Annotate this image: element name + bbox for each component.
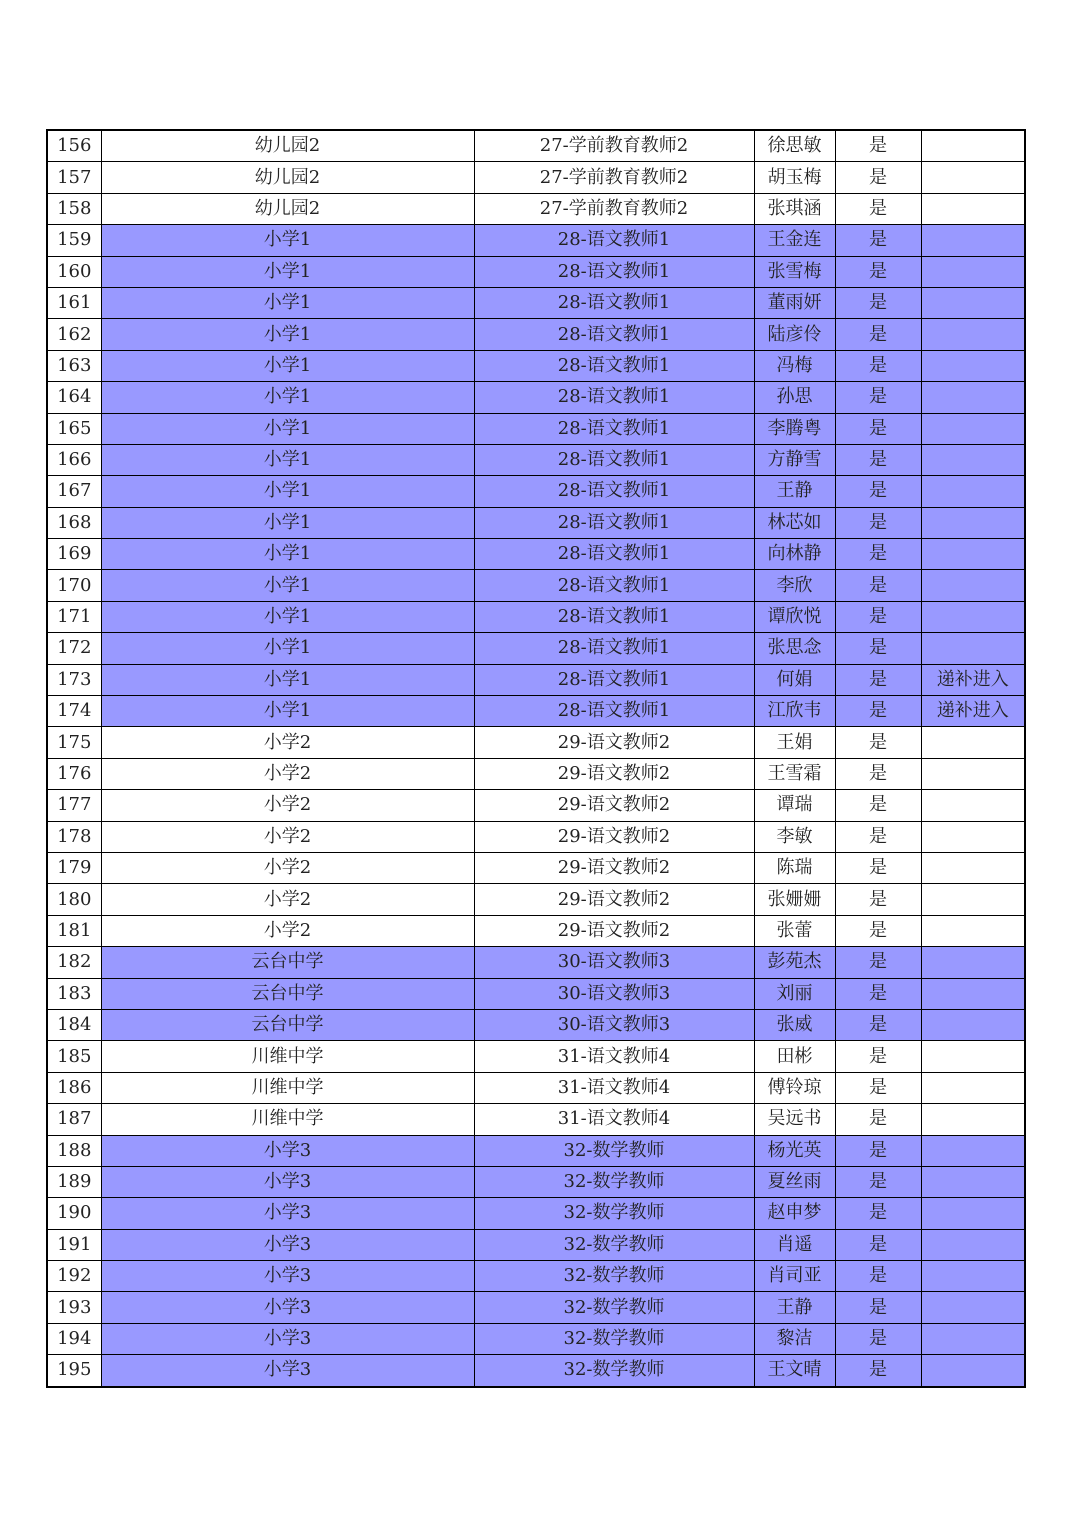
note-cell [921, 570, 1025, 601]
row-number-cell: 174 [47, 696, 101, 727]
position-cell: 30-语文教师3 [474, 978, 754, 1009]
note-cell [921, 444, 1025, 475]
qualified-cell: 是 [835, 1229, 921, 1260]
position-cell: 29-语文教师2 [474, 915, 754, 946]
table-row [47, 1323, 1025, 1354]
qualified-cell: 是 [835, 1009, 921, 1040]
note-cell [921, 947, 1025, 978]
note-cell [921, 476, 1025, 507]
school-cell: 小学1 [101, 256, 474, 287]
row-number-cell: 183 [47, 978, 101, 1009]
table-row [47, 162, 1025, 193]
name-cell: 张威 [754, 1009, 835, 1040]
position-cell: 28-语文教师1 [474, 570, 754, 601]
note-cell [921, 1229, 1025, 1260]
name-cell: 肖司亚 [754, 1261, 835, 1292]
row-number-cell: 161 [47, 287, 101, 318]
qualified-cell: 是 [835, 225, 921, 256]
name-cell: 张思念 [754, 633, 835, 664]
school-cell: 小学1 [101, 319, 474, 350]
note-cell [921, 790, 1025, 821]
position-cell: 28-语文教师1 [474, 664, 754, 695]
note-cell [921, 193, 1025, 224]
row-number-cell: 184 [47, 1009, 101, 1040]
name-cell: 张雪梅 [754, 256, 835, 287]
row-number-cell: 176 [47, 758, 101, 789]
position-cell: 32-数学教师 [474, 1198, 754, 1229]
note-cell [921, 225, 1025, 256]
position-cell: 28-语文教师1 [474, 633, 754, 664]
qualified-cell: 是 [835, 915, 921, 946]
name-cell: 王文晴 [754, 1355, 835, 1387]
qualified-cell: 是 [835, 287, 921, 318]
table-row [47, 1104, 1025, 1135]
name-cell: 孙思 [754, 382, 835, 413]
name-cell: 王雪霜 [754, 758, 835, 789]
row-number-cell: 175 [47, 727, 101, 758]
table-row [47, 601, 1025, 632]
qualified-cell: 是 [835, 1261, 921, 1292]
qualified-cell: 是 [835, 1072, 921, 1103]
qualified-cell: 是 [835, 1355, 921, 1387]
row-number-cell: 162 [47, 319, 101, 350]
school-cell: 小学3 [101, 1292, 474, 1323]
table-row [47, 1072, 1025, 1103]
table-body [47, 130, 1025, 1387]
note-cell [921, 884, 1025, 915]
name-cell: 谭瑞 [754, 790, 835, 821]
table-row [47, 350, 1025, 381]
candidate-table [46, 129, 1026, 1388]
school-cell: 小学1 [101, 225, 474, 256]
name-cell: 林芯如 [754, 507, 835, 538]
school-cell: 云台中学 [101, 978, 474, 1009]
name-cell: 方静雪 [754, 444, 835, 475]
position-cell: 28-语文教师1 [474, 287, 754, 318]
name-cell: 田彬 [754, 1041, 835, 1072]
table-row [47, 413, 1025, 444]
note-cell [921, 758, 1025, 789]
table-row [47, 1198, 1025, 1229]
qualified-cell: 是 [835, 130, 921, 162]
row-number-cell: 164 [47, 382, 101, 413]
row-number-cell: 168 [47, 507, 101, 538]
qualified-cell: 是 [835, 256, 921, 287]
table-row [47, 978, 1025, 1009]
row-number-cell: 157 [47, 162, 101, 193]
table-row [47, 1166, 1025, 1197]
school-cell: 云台中学 [101, 1009, 474, 1040]
school-cell: 小学2 [101, 790, 474, 821]
position-cell: 28-语文教师1 [474, 601, 754, 632]
school-cell: 小学3 [101, 1229, 474, 1260]
note-cell [921, 1261, 1025, 1292]
note-cell [921, 413, 1025, 444]
name-cell: 吴远书 [754, 1104, 835, 1135]
position-cell: 28-语文教师1 [474, 256, 754, 287]
table-row [47, 1135, 1025, 1166]
row-number-cell: 173 [47, 664, 101, 695]
row-number-cell: 159 [47, 225, 101, 256]
row-number-cell: 182 [47, 947, 101, 978]
table-row [47, 884, 1025, 915]
school-cell: 小学3 [101, 1323, 474, 1354]
qualified-cell: 是 [835, 884, 921, 915]
table-row [47, 1355, 1025, 1387]
name-cell: 陈瑞 [754, 852, 835, 883]
table-row [47, 1261, 1025, 1292]
table-row [47, 570, 1025, 601]
position-cell: 32-数学教师 [474, 1323, 754, 1354]
row-number-cell: 193 [47, 1292, 101, 1323]
note-cell [921, 1323, 1025, 1354]
table-row [47, 1229, 1025, 1260]
school-cell: 小学1 [101, 507, 474, 538]
note-cell [921, 1292, 1025, 1323]
qualified-cell: 是 [835, 162, 921, 193]
note-cell: 递补进入 [921, 696, 1025, 727]
position-cell: 28-语文教师1 [474, 507, 754, 538]
school-cell: 小学1 [101, 476, 474, 507]
name-cell: 江欣韦 [754, 696, 835, 727]
name-cell: 向林静 [754, 539, 835, 570]
table-row [47, 193, 1025, 224]
position-cell: 29-语文教师2 [474, 758, 754, 789]
position-cell: 28-语文教师1 [474, 539, 754, 570]
school-cell: 小学3 [101, 1166, 474, 1197]
qualified-cell: 是 [835, 1323, 921, 1354]
school-cell: 小学1 [101, 633, 474, 664]
school-cell: 小学1 [101, 444, 474, 475]
qualified-cell: 是 [835, 1104, 921, 1135]
table-row [47, 696, 1025, 727]
school-cell: 小学3 [101, 1198, 474, 1229]
table-row [47, 476, 1025, 507]
row-number-cell: 178 [47, 821, 101, 852]
position-cell: 32-数学教师 [474, 1229, 754, 1260]
row-number-cell: 188 [47, 1135, 101, 1166]
position-cell: 31-语文教师4 [474, 1041, 754, 1072]
school-cell: 川维中学 [101, 1041, 474, 1072]
note-cell [921, 507, 1025, 538]
school-cell: 小学1 [101, 570, 474, 601]
position-cell: 28-语文教师1 [474, 225, 754, 256]
school-cell: 小学2 [101, 915, 474, 946]
qualified-cell: 是 [835, 413, 921, 444]
row-number-cell: 190 [47, 1198, 101, 1229]
position-cell: 32-数学教师 [474, 1261, 754, 1292]
position-cell: 27-学前教育教师2 [474, 193, 754, 224]
table-row [47, 382, 1025, 413]
position-cell: 32-数学教师 [474, 1355, 754, 1387]
note-cell [921, 601, 1025, 632]
row-number-cell: 170 [47, 570, 101, 601]
name-cell: 黎洁 [754, 1323, 835, 1354]
position-cell: 28-语文教师1 [474, 350, 754, 381]
row-number-cell: 187 [47, 1104, 101, 1135]
note-cell [921, 162, 1025, 193]
row-number-cell: 156 [47, 130, 101, 162]
table-row [47, 225, 1025, 256]
row-number-cell: 189 [47, 1166, 101, 1197]
note-cell [921, 319, 1025, 350]
name-cell: 徐思敏 [754, 130, 835, 162]
position-cell: 28-语文教师1 [474, 382, 754, 413]
table-row [47, 790, 1025, 821]
row-number-cell: 179 [47, 852, 101, 883]
row-number-cell: 165 [47, 413, 101, 444]
table-row [47, 130, 1025, 162]
table-row [47, 1009, 1025, 1040]
row-number-cell: 195 [47, 1355, 101, 1387]
school-cell: 小学2 [101, 727, 474, 758]
note-cell [921, 1072, 1025, 1103]
row-number-cell: 185 [47, 1041, 101, 1072]
name-cell: 张琪涵 [754, 193, 835, 224]
school-cell: 小学1 [101, 413, 474, 444]
qualified-cell: 是 [835, 664, 921, 695]
table-row [47, 852, 1025, 883]
position-cell: 32-数学教师 [474, 1135, 754, 1166]
table-row [47, 256, 1025, 287]
note-cell [921, 727, 1025, 758]
position-cell: 28-语文教师1 [474, 696, 754, 727]
table-row [47, 319, 1025, 350]
school-cell: 小学3 [101, 1355, 474, 1387]
qualified-cell: 是 [835, 633, 921, 664]
qualified-cell: 是 [835, 947, 921, 978]
position-cell: 32-数学教师 [474, 1166, 754, 1197]
qualified-cell: 是 [835, 727, 921, 758]
row-number-cell: 167 [47, 476, 101, 507]
note-cell [921, 256, 1025, 287]
qualified-cell: 是 [835, 1166, 921, 1197]
name-cell: 董雨妍 [754, 287, 835, 318]
qualified-cell: 是 [835, 696, 921, 727]
name-cell: 李欣 [754, 570, 835, 601]
position-cell: 29-语文教师2 [474, 790, 754, 821]
position-cell: 28-语文教师1 [474, 476, 754, 507]
qualified-cell: 是 [835, 821, 921, 852]
school-cell: 小学1 [101, 696, 474, 727]
table-row [47, 947, 1025, 978]
note-cell [921, 633, 1025, 664]
row-number-cell: 180 [47, 884, 101, 915]
note-cell [921, 821, 1025, 852]
position-cell: 27-学前教育教师2 [474, 130, 754, 162]
table-row [47, 664, 1025, 695]
position-cell: 32-数学教师 [474, 1292, 754, 1323]
name-cell: 杨光英 [754, 1135, 835, 1166]
position-cell: 28-语文教师1 [474, 319, 754, 350]
qualified-cell: 是 [835, 507, 921, 538]
position-cell: 30-语文教师3 [474, 1009, 754, 1040]
note-cell [921, 1041, 1025, 1072]
note-cell [921, 1198, 1025, 1229]
note-cell [921, 1355, 1025, 1387]
row-number-cell: 181 [47, 915, 101, 946]
note-cell [921, 1104, 1025, 1135]
school-cell: 小学1 [101, 350, 474, 381]
name-cell: 谭欣悦 [754, 601, 835, 632]
row-number-cell: 186 [47, 1072, 101, 1103]
row-number-cell: 160 [47, 256, 101, 287]
qualified-cell: 是 [835, 444, 921, 475]
row-number-cell: 169 [47, 539, 101, 570]
note-cell [921, 915, 1025, 946]
name-cell: 李敏 [754, 821, 835, 852]
school-cell: 小学2 [101, 758, 474, 789]
qualified-cell: 是 [835, 570, 921, 601]
table-row [47, 821, 1025, 852]
qualified-cell: 是 [835, 1135, 921, 1166]
school-cell: 幼儿园2 [101, 130, 474, 162]
school-cell: 小学1 [101, 382, 474, 413]
name-cell: 傅铃琼 [754, 1072, 835, 1103]
school-cell: 云台中学 [101, 947, 474, 978]
position-cell: 27-学前教育教师2 [474, 162, 754, 193]
school-cell: 小学3 [101, 1135, 474, 1166]
qualified-cell: 是 [835, 382, 921, 413]
name-cell: 夏丝雨 [754, 1166, 835, 1197]
table-row [47, 539, 1025, 570]
name-cell: 彭苑杰 [754, 947, 835, 978]
school-cell: 幼儿园2 [101, 193, 474, 224]
qualified-cell: 是 [835, 601, 921, 632]
qualified-cell: 是 [835, 790, 921, 821]
qualified-cell: 是 [835, 193, 921, 224]
qualified-cell: 是 [835, 758, 921, 789]
position-cell: 29-语文教师2 [474, 884, 754, 915]
row-number-cell: 171 [47, 601, 101, 632]
table-row [47, 727, 1025, 758]
note-cell [921, 287, 1025, 318]
position-cell: 29-语文教师2 [474, 727, 754, 758]
qualified-cell: 是 [835, 350, 921, 381]
school-cell: 小学1 [101, 287, 474, 318]
table-row [47, 1041, 1025, 1072]
name-cell: 张蕾 [754, 915, 835, 946]
name-cell: 赵申梦 [754, 1198, 835, 1229]
position-cell: 28-语文教师1 [474, 413, 754, 444]
name-cell: 肖遥 [754, 1229, 835, 1260]
qualified-cell: 是 [835, 319, 921, 350]
position-cell: 28-语文教师1 [474, 444, 754, 475]
note-cell [921, 382, 1025, 413]
table-row [47, 287, 1025, 318]
row-number-cell: 163 [47, 350, 101, 381]
note-cell: 递补进入 [921, 664, 1025, 695]
name-cell: 何娟 [754, 664, 835, 695]
table-row [47, 444, 1025, 475]
position-cell: 31-语文教师4 [474, 1104, 754, 1135]
name-cell: 冯梅 [754, 350, 835, 381]
row-number-cell: 177 [47, 790, 101, 821]
qualified-cell: 是 [835, 539, 921, 570]
name-cell: 王静 [754, 1292, 835, 1323]
school-cell: 小学2 [101, 884, 474, 915]
note-cell [921, 539, 1025, 570]
note-cell [921, 852, 1025, 883]
school-cell: 川维中学 [101, 1072, 474, 1103]
note-cell [921, 1009, 1025, 1040]
school-cell: 幼儿园2 [101, 162, 474, 193]
note-cell [921, 130, 1025, 162]
note-cell [921, 350, 1025, 381]
qualified-cell: 是 [835, 476, 921, 507]
qualified-cell: 是 [835, 1198, 921, 1229]
row-number-cell: 158 [47, 193, 101, 224]
position-cell: 31-语文教师4 [474, 1072, 754, 1103]
position-cell: 29-语文教师2 [474, 852, 754, 883]
table-row [47, 1292, 1025, 1323]
row-number-cell: 191 [47, 1229, 101, 1260]
name-cell: 李腾粤 [754, 413, 835, 444]
name-cell: 胡玉梅 [754, 162, 835, 193]
school-cell: 小学2 [101, 852, 474, 883]
qualified-cell: 是 [835, 852, 921, 883]
school-cell: 小学1 [101, 664, 474, 695]
name-cell: 王金连 [754, 225, 835, 256]
row-number-cell: 172 [47, 633, 101, 664]
school-cell: 小学3 [101, 1261, 474, 1292]
table-row [47, 915, 1025, 946]
note-cell [921, 1135, 1025, 1166]
row-number-cell: 194 [47, 1323, 101, 1354]
row-number-cell: 166 [47, 444, 101, 475]
table-row [47, 633, 1025, 664]
name-cell: 王静 [754, 476, 835, 507]
qualified-cell: 是 [835, 1041, 921, 1072]
name-cell: 陆彦伶 [754, 319, 835, 350]
school-cell: 川维中学 [101, 1104, 474, 1135]
name-cell: 刘丽 [754, 978, 835, 1009]
note-cell [921, 1166, 1025, 1197]
row-number-cell: 192 [47, 1261, 101, 1292]
name-cell: 王娟 [754, 727, 835, 758]
note-cell [921, 978, 1025, 1009]
position-cell: 29-语文教师2 [474, 821, 754, 852]
table-row [47, 507, 1025, 538]
qualified-cell: 是 [835, 1292, 921, 1323]
school-cell: 小学2 [101, 821, 474, 852]
name-cell: 张姗姗 [754, 884, 835, 915]
position-cell: 30-语文教师3 [474, 947, 754, 978]
table-row [47, 758, 1025, 789]
school-cell: 小学1 [101, 539, 474, 570]
qualified-cell: 是 [835, 978, 921, 1009]
school-cell: 小学1 [101, 601, 474, 632]
